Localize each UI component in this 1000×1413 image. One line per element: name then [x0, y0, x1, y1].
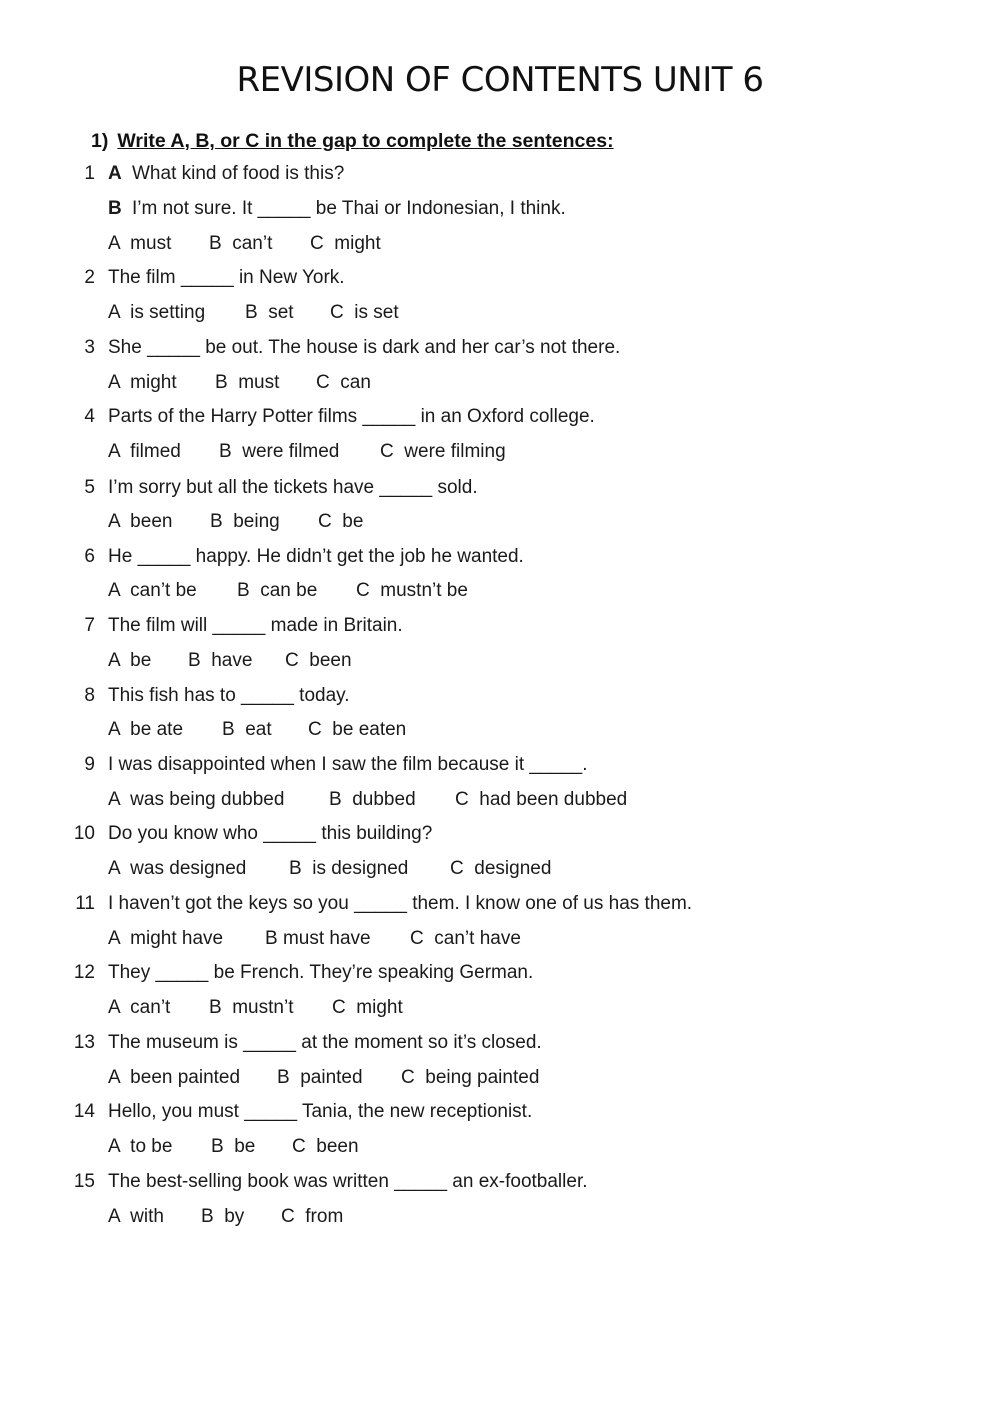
- option-a: A be: [108, 650, 152, 671]
- option-b: B were filmed: [219, 441, 340, 462]
- option-c: C being painted: [401, 1067, 540, 1088]
- instruction-text: Write A, B, or C in the gap to complete the sentences:: [117, 130, 614, 152]
- option-c: C mustn’t be: [356, 580, 468, 601]
- question-number: 12: [73, 962, 95, 983]
- speaker-b: B: [108, 198, 122, 219]
- question-number: 11: [75, 893, 95, 914]
- question-number: 7: [84, 615, 95, 636]
- question-text: The film _____ in New York.: [108, 267, 345, 288]
- option-a: A might: [108, 372, 177, 393]
- option-b: B set: [245, 302, 294, 323]
- option-b: B by: [201, 1206, 245, 1227]
- option-a: A can’t be: [108, 580, 197, 601]
- option-c: C be eaten: [308, 719, 407, 740]
- option-b: B eat: [222, 719, 272, 740]
- option-a: A can’t: [108, 997, 171, 1018]
- option-a: A been: [108, 511, 173, 532]
- option-b: B being: [210, 511, 280, 532]
- question-text: Parts of the Harry Potter films _____ in an Oxford college.: [108, 406, 595, 427]
- option-a: A with: [108, 1206, 164, 1227]
- question-text: I haven’t got the keys so you _____ them. I know one of us has them.: [108, 893, 693, 914]
- option-b: B can’t: [209, 233, 273, 254]
- option-b: B must have: [265, 928, 371, 949]
- option-b: B can be: [237, 580, 318, 601]
- question-number: 13: [73, 1032, 95, 1053]
- option-a: A is setting: [108, 302, 206, 323]
- page-title: REVISION OF CONTENTS UNIT 6: [236, 60, 764, 100]
- question-text: I’m not sure. It _____ be Thai or Indonesian, I think.: [132, 198, 566, 219]
- question-number: 9: [84, 754, 95, 775]
- option-b: B have: [188, 650, 253, 671]
- option-c: C from: [281, 1206, 344, 1227]
- option-c: C might: [310, 233, 381, 254]
- question-text: The best-selling book was written _____ an ex-footballer.: [108, 1171, 588, 1192]
- question-number: 8: [84, 685, 95, 706]
- speaker-a: A: [108, 163, 122, 184]
- question-text: What kind of food is this?: [132, 163, 345, 184]
- option-a: A was being dubbed: [108, 789, 285, 810]
- question-number: 3: [84, 337, 95, 358]
- option-b: B must: [215, 372, 280, 393]
- option-a: A to be: [108, 1136, 173, 1157]
- option-b: B painted: [277, 1067, 363, 1088]
- option-b: B mustn’t: [209, 997, 294, 1018]
- option-c: C is set: [330, 302, 399, 323]
- instruction-number: 1): [91, 130, 109, 152]
- option-b: B be: [211, 1136, 256, 1157]
- question-number: 14: [73, 1101, 95, 1122]
- option-a: A been painted: [108, 1067, 241, 1088]
- option-c: C can: [316, 372, 371, 393]
- question-number: 5: [84, 477, 95, 498]
- instruction: [91, 130, 614, 153]
- option-c: C can’t have: [410, 928, 521, 949]
- option-c: C been: [285, 650, 352, 671]
- question-text: The film will _____ made in Britain.: [108, 615, 403, 636]
- question-text: Do you know who _____ this building?: [108, 823, 433, 844]
- question-text: This fish has to _____ today.: [108, 685, 350, 706]
- question-text: Hello, you must _____ Tania, the new receptionist.: [108, 1101, 533, 1122]
- question-text: He _____ happy. He didn’t get the job he wanted.: [108, 546, 524, 567]
- option-c: C were filming: [380, 441, 506, 462]
- option-a: A filmed: [108, 441, 181, 462]
- question-text: She _____ be out. The house is dark and her car’s not there.: [108, 337, 621, 358]
- question-text: They _____ be French. They’re speaking German.: [108, 962, 534, 983]
- question-text: I was disappointed when I saw the film because it _____.: [108, 754, 588, 775]
- option-b: B is designed: [289, 858, 409, 879]
- question-number: 15: [73, 1171, 95, 1192]
- question-number: 2: [84, 267, 95, 288]
- question-number: 6: [84, 546, 95, 567]
- option-c: C designed: [450, 858, 552, 879]
- question-number: 4: [84, 406, 95, 427]
- option-a: A must: [108, 233, 172, 254]
- option-c: C been: [292, 1136, 359, 1157]
- question-text: I’m sorry but all the tickets have _____ sold.: [108, 477, 478, 498]
- option-c: C had been dubbed: [455, 789, 628, 810]
- option-b: B dubbed: [329, 789, 416, 810]
- option-c: C might: [332, 997, 403, 1018]
- question-number: 1: [84, 163, 95, 184]
- option-a: A was designed: [108, 858, 247, 879]
- option-c: C be: [318, 511, 364, 532]
- question-text: The museum is _____ at the moment so it’s closed.: [108, 1032, 542, 1053]
- question-number: 10: [73, 823, 95, 844]
- option-a: A might have: [108, 928, 224, 949]
- option-a: A be ate: [108, 719, 184, 740]
